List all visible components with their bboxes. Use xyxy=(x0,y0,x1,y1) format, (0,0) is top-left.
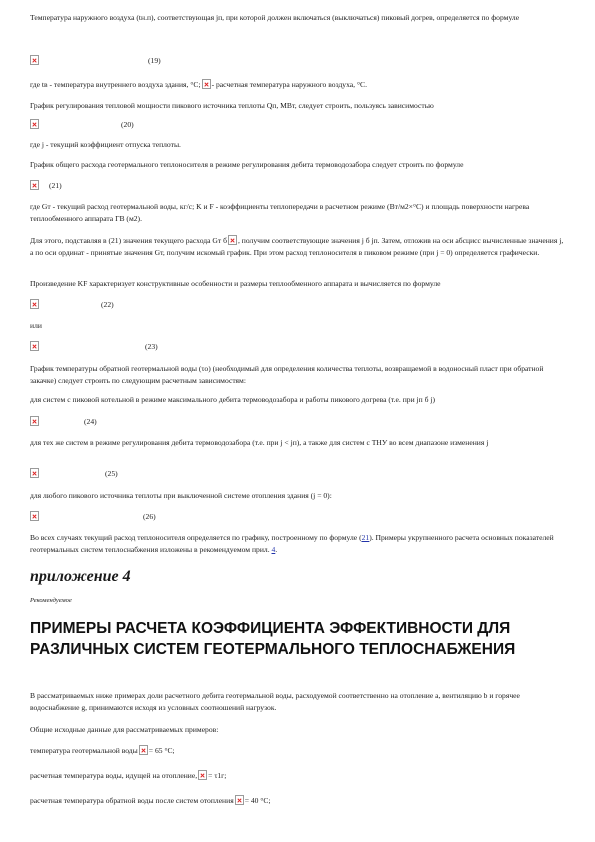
paragraph-all-cases xyxy=(30,532,565,556)
paragraph-initial-data: Общие исходные данные для рассматриваемых примеров: xyxy=(30,725,219,734)
paragraph-regulation-mode: для тех же систем в режиме регулирования дебита термоводозабора (т.е. при j < jп), а также для систем с ТНУ во всем диапазоне изменения j xyxy=(30,438,489,447)
equation-26 xyxy=(30,511,565,525)
broken-image-icon xyxy=(30,468,39,478)
appendix-4-link[interactable]: 4 xyxy=(271,545,276,554)
broken-image-icon xyxy=(30,511,39,521)
equation-19 xyxy=(30,55,565,69)
text: . xyxy=(275,545,278,554)
text: , получим соответствующие значения j б jп. Затем, отложив на оси абсцисс вычисленные значения j, а по оси ординат - принятые значения Gт, получим искомый график. При этом расход теплоносителя в пиковом режиме (при j = 0) определяется графически. xyxy=(30,236,564,257)
equation-number: (26) xyxy=(143,512,156,521)
text: = 65 °С; xyxy=(148,746,175,755)
text: Во всех случаях текущий расход теплоносителя определяется по графику, построенному по формуле ( xyxy=(30,533,362,542)
paragraph-heating-water-temp xyxy=(30,770,565,782)
paragraph-heating-off: для любого пикового источника теплоты при выключенной системе отопления здания (j = 0): xyxy=(30,491,332,500)
paragraph-return-water-temp xyxy=(30,795,565,807)
appendix-title: приложение 4 xyxy=(30,568,131,585)
formula-21-link[interactable]: 21 xyxy=(361,533,370,542)
paragraph-examples-intro: В рассматриваемых ниже примерах доли расчетного дебита геотермальной воды, расходуемой соответственно на отопление а, вентиляцию b и горячее водоснабжение g, принимаются исходя из условных соотношений нагрузок. xyxy=(30,691,520,712)
paragraph-or: или xyxy=(30,321,42,330)
paragraph-where-j: где j - текущий коэффициент отпуска теплоты. xyxy=(30,140,181,149)
text: - расчетная температура наружного воздуха, °С. xyxy=(211,80,367,89)
paragraph-geothermal-water-temp xyxy=(30,745,565,757)
equation-number: (24) xyxy=(84,417,97,426)
equation-22 xyxy=(30,299,565,313)
broken-image-icon xyxy=(202,79,211,89)
paragraph-peak-power-graph: График регулирования тепловой мощности пикового источника теплоты Qп, МВт, следует строить, пользуясь зависимостью xyxy=(30,101,434,110)
text: = τ1г; xyxy=(208,771,227,780)
appendix-heading: ПРИМЕРЫ РАСЧЕТА КОЭФФИЦИЕНТА ЭФФЕКТИВНОСТИ ДЛЯ РАЗЛИЧНЫХ СИСТЕМ ГЕОТЕРМАЛЬНОГО ТЕПЛОСНАБЖЕНИЯ xyxy=(30,620,516,658)
paragraph-substitution xyxy=(30,235,565,259)
broken-image-icon xyxy=(139,745,148,755)
equation-number: (23) xyxy=(145,342,158,351)
paragraph-total-flow-graph: График общего расхода геотермального теплоносителя в режиме регулирования дебита термоводозабора следует строить по формуле xyxy=(30,160,464,169)
equation-24 xyxy=(30,416,565,430)
paragraph-where-tv xyxy=(30,79,565,91)
equation-20 xyxy=(30,119,565,133)
equation-25 xyxy=(30,468,565,482)
paragraph-return-temperature-graph: График температуры обратной геотермальной воды (τо) (необходимый для определения количества теплоты, возвращаемой в водоносный пласт при обратной закачке) следует строить по следующим расчетным зависимостям: xyxy=(30,364,544,385)
paragraph-kf-product: Произведение KF характеризует конструктивные особенности и размеры теплообменного аппарата и вычисляется по формуле xyxy=(30,279,441,288)
equation-number: (19) xyxy=(148,56,161,65)
equation-23 xyxy=(30,341,565,355)
paragraph-where-gt: где Gт - текущий расход геотермальной воды, кг/с; K и F - коэффициенты теплопередачи в расчетном режиме (Вт/м2×°С) и площадь поверхности нагрева теплообменного аппарата ГВ (м2). xyxy=(30,202,530,223)
appendix-status: Рекомендуемое xyxy=(30,597,72,604)
equation-number: (25) xyxy=(105,469,118,478)
text: расчетная температура обратной воды после систем отопления xyxy=(30,796,234,805)
broken-image-icon xyxy=(198,770,207,780)
equation-21 xyxy=(30,180,565,194)
paragraph-peak-boiler-mode: для систем с пиковой котельной в режиме максимального дебита термоводозабора и работы пикового догрева (т.е. при jп б j) xyxy=(30,395,436,404)
broken-image-icon xyxy=(228,235,237,245)
text: где tв - температура внутреннего воздуха здания, °С; xyxy=(30,80,201,89)
broken-image-icon xyxy=(30,299,39,309)
equation-number: (22) xyxy=(101,300,114,309)
text: расчетная температура воды, идущей на отопление, xyxy=(30,771,198,780)
text: Для этого, подставляя в (21) значения текущего расхода Gт б xyxy=(30,236,227,245)
paragraph-outdoor-temperature: Температура наружного воздуха (tн.п), соответствующая jп, при которой должен включаться (выключаться) пиковый догрев, определяется по формуле xyxy=(30,13,520,22)
text: = 40 °С; xyxy=(244,796,271,805)
broken-image-icon xyxy=(235,795,244,805)
equation-number: (21) xyxy=(49,181,62,190)
broken-image-icon xyxy=(30,119,39,129)
equation-number: (20) xyxy=(121,120,134,129)
broken-image-icon xyxy=(30,180,39,190)
broken-image-icon xyxy=(30,416,39,426)
broken-image-icon xyxy=(30,55,39,65)
broken-image-icon xyxy=(30,341,39,351)
text: температура геотермальной воды xyxy=(30,746,138,755)
text: ). Примеры укрупненного расчета основных показателей геотермальных систем теплоснабжения изложены в рекомендуемом прил. xyxy=(30,533,554,554)
